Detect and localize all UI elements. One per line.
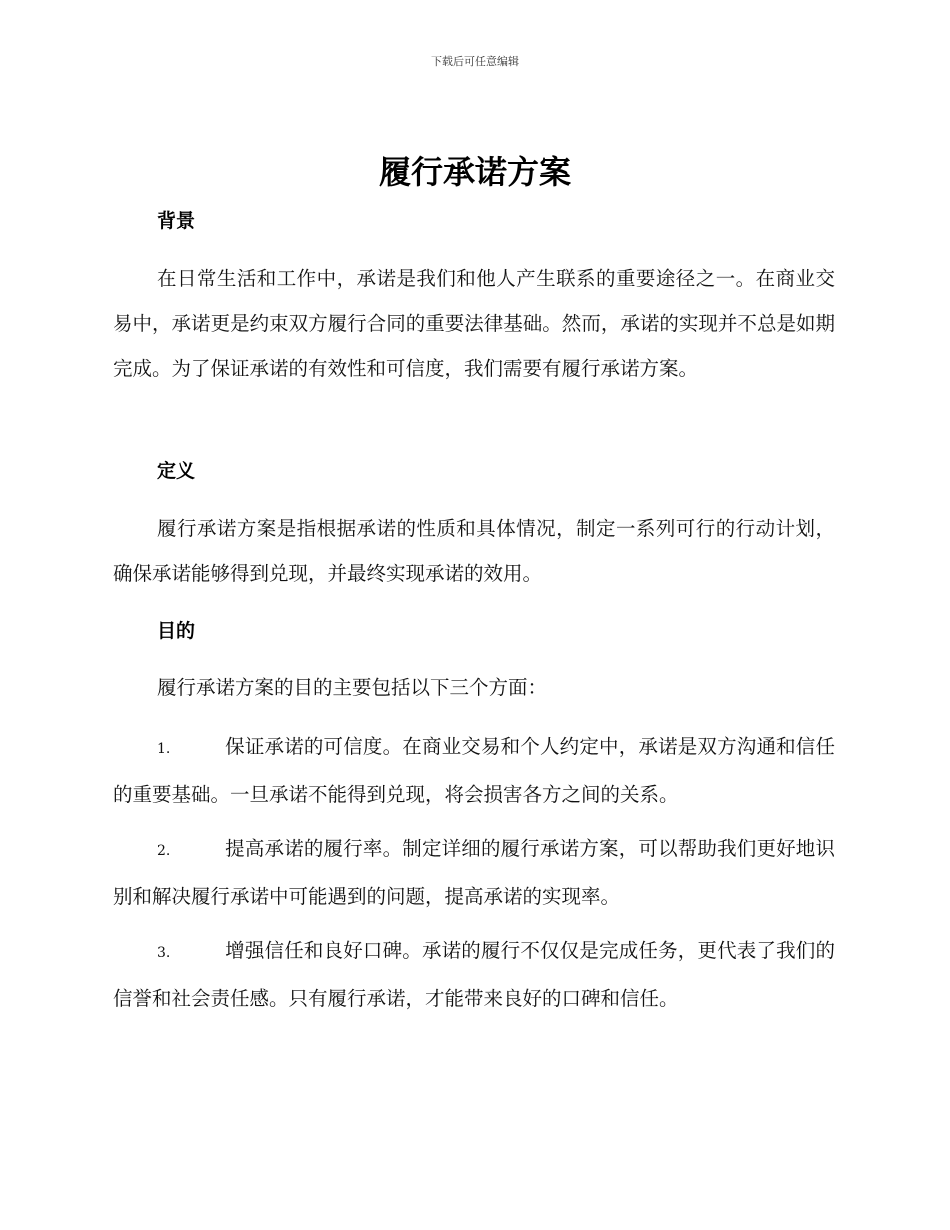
purpose-list-item-1	[113, 724, 835, 817]
list-item-text: 增强信任和良好口碑。承诺的履行不仅仅是完成任务，更代表了我们的信誉和社会责任感。只有履行承诺，才能带来良好的口碑和信任。	[113, 939, 835, 1010]
list-item-text: 提高承诺的履行率。制定详细的履行承诺方案，可以帮助我们更好地识别和解决履行承诺中可能遇到的问题，提高承诺的实现率。	[113, 837, 835, 908]
purpose-list-item-2	[113, 826, 835, 919]
purpose-intro-paragraph: 履行承诺方案的目的主要包括以下三个方面：	[157, 676, 548, 699]
section-heading-purpose: 目的	[157, 620, 196, 642]
definition-paragraph: 履行承诺方案是指根据承诺的性质和具体情况，制定一系列可行的行动计划，确保承诺能够得到兑现，并最终实现承诺的效用。	[113, 517, 835, 585]
list-item-text: 保证承诺的可信度。在商业交易和个人约定中，承诺是双方沟通和信任的重要基础。一旦承诺不能得到兑现，将会损害各方之间的关系。	[113, 735, 835, 806]
list-item-number: 3.	[157, 945, 171, 961]
list-item-number: 2.	[157, 843, 171, 859]
page-header-note: 下载后可任意编辑	[431, 55, 519, 68]
list-item-number: 1.	[157, 741, 171, 757]
section-heading-definition: 定义	[157, 460, 196, 482]
purpose-list-item-3	[113, 928, 835, 1021]
section-heading-background: 背景	[157, 210, 196, 232]
document-title: 履行承诺方案	[378, 153, 571, 191]
background-paragraph: 在日常生活和工作中，承诺是我们和他人产生联系的重要途径之一。在商业交易中，承诺更是约束双方履行合同的重要法律基础。然而，承诺的实现并不总是如期完成。为了保证承诺的有效性和可信度，我们需要有履行承诺方案。	[113, 267, 835, 380]
